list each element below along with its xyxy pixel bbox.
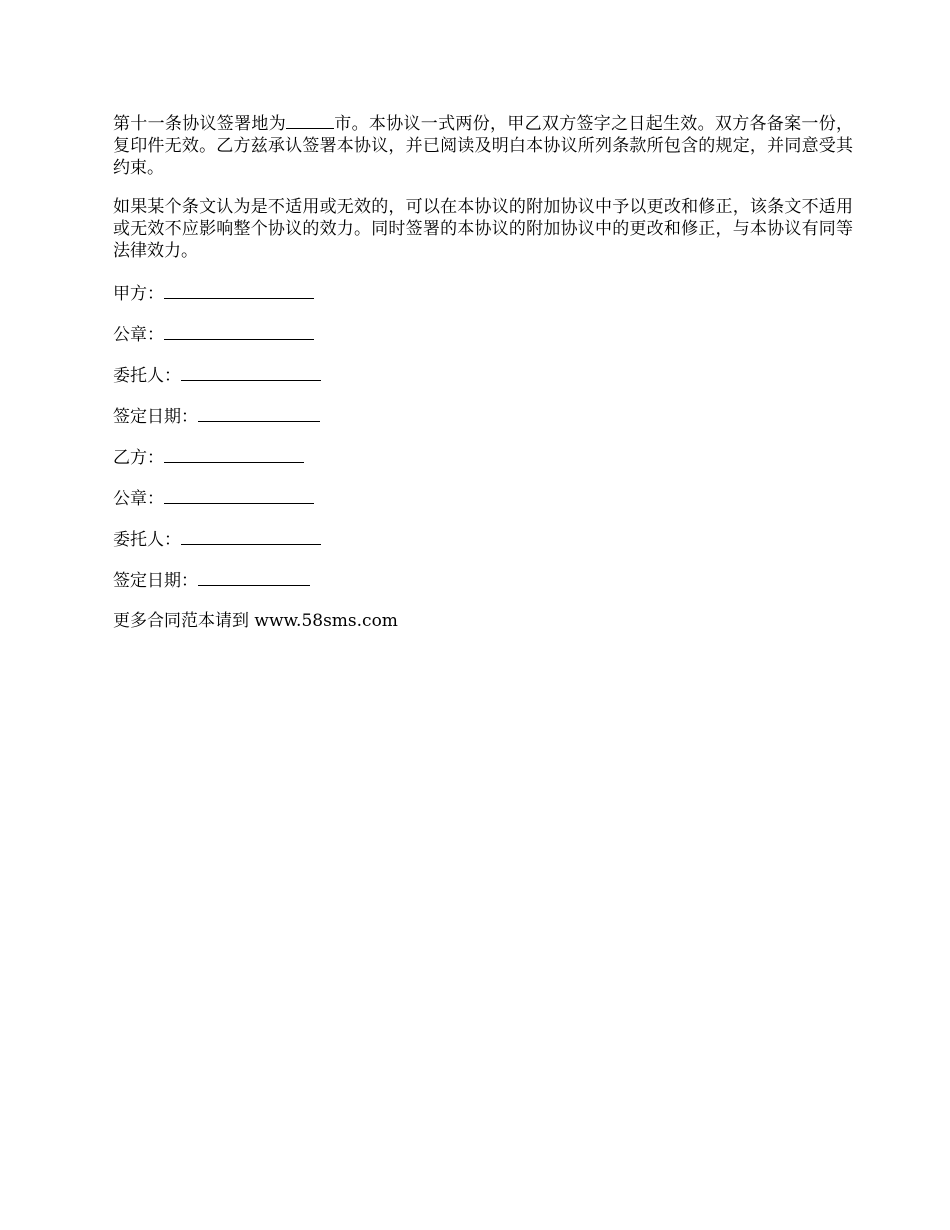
party-b-date-label: 签定日期： xyxy=(113,571,198,591)
party-a-date-blank xyxy=(198,405,320,422)
party-b-date-line xyxy=(113,569,853,591)
party-b-name-blank xyxy=(164,446,304,463)
party-a-seal-label: 公章： xyxy=(113,325,164,345)
document-page xyxy=(113,112,853,632)
party-b-seal-blank xyxy=(164,487,314,504)
party-a-name-label: 甲方： xyxy=(113,284,164,304)
party-a-agent-line xyxy=(113,364,853,386)
party-a-seal-line xyxy=(113,323,853,345)
clause-eleven-paragraph xyxy=(113,112,853,179)
city-blank xyxy=(286,112,334,129)
party-a-agent-label: 委托人： xyxy=(113,366,181,386)
clause-text-after-blank: 市。本协议一式两份，甲乙双方签字之日起生效。双方各备案一份，复印件无效。乙方兹承认签署本协议，并已阅读及明白本协议所列条款所包含的规定，并同意受其约束。 xyxy=(113,114,853,178)
amendment-paragraph: 如果某个条文认为是不适用或无效的，可以在本协议的附加协议中予以更改和修正，该条文不适用或无效不应影响整个协议的效力。同时签署的本协议的附加协议中的更改和修正，与本协议有同等法律效力。 xyxy=(113,197,853,261)
clause-text-before-blank: 第十一条协议签署地为 xyxy=(113,114,286,134)
party-a-name-line xyxy=(113,282,853,304)
party-b-seal-line xyxy=(113,487,853,509)
party-b-agent-label: 委托人： xyxy=(113,530,181,550)
party-a-name-blank xyxy=(164,282,314,299)
party-b-name-line xyxy=(113,446,853,468)
party-a-date-label: 签定日期： xyxy=(113,407,198,427)
party-b-agent-blank xyxy=(181,528,321,545)
party-b-seal-label: 公章： xyxy=(113,489,164,509)
party-a-agent-blank xyxy=(181,364,321,381)
party-a-seal-blank xyxy=(164,323,314,340)
party-b-date-blank xyxy=(198,569,310,586)
party-b-agent-line xyxy=(113,528,853,550)
party-a-date-line xyxy=(113,405,853,427)
footer-more-templates: 更多合同范本请到 www.58sms.com xyxy=(113,611,398,631)
party-b-name-label: 乙方： xyxy=(113,448,164,468)
